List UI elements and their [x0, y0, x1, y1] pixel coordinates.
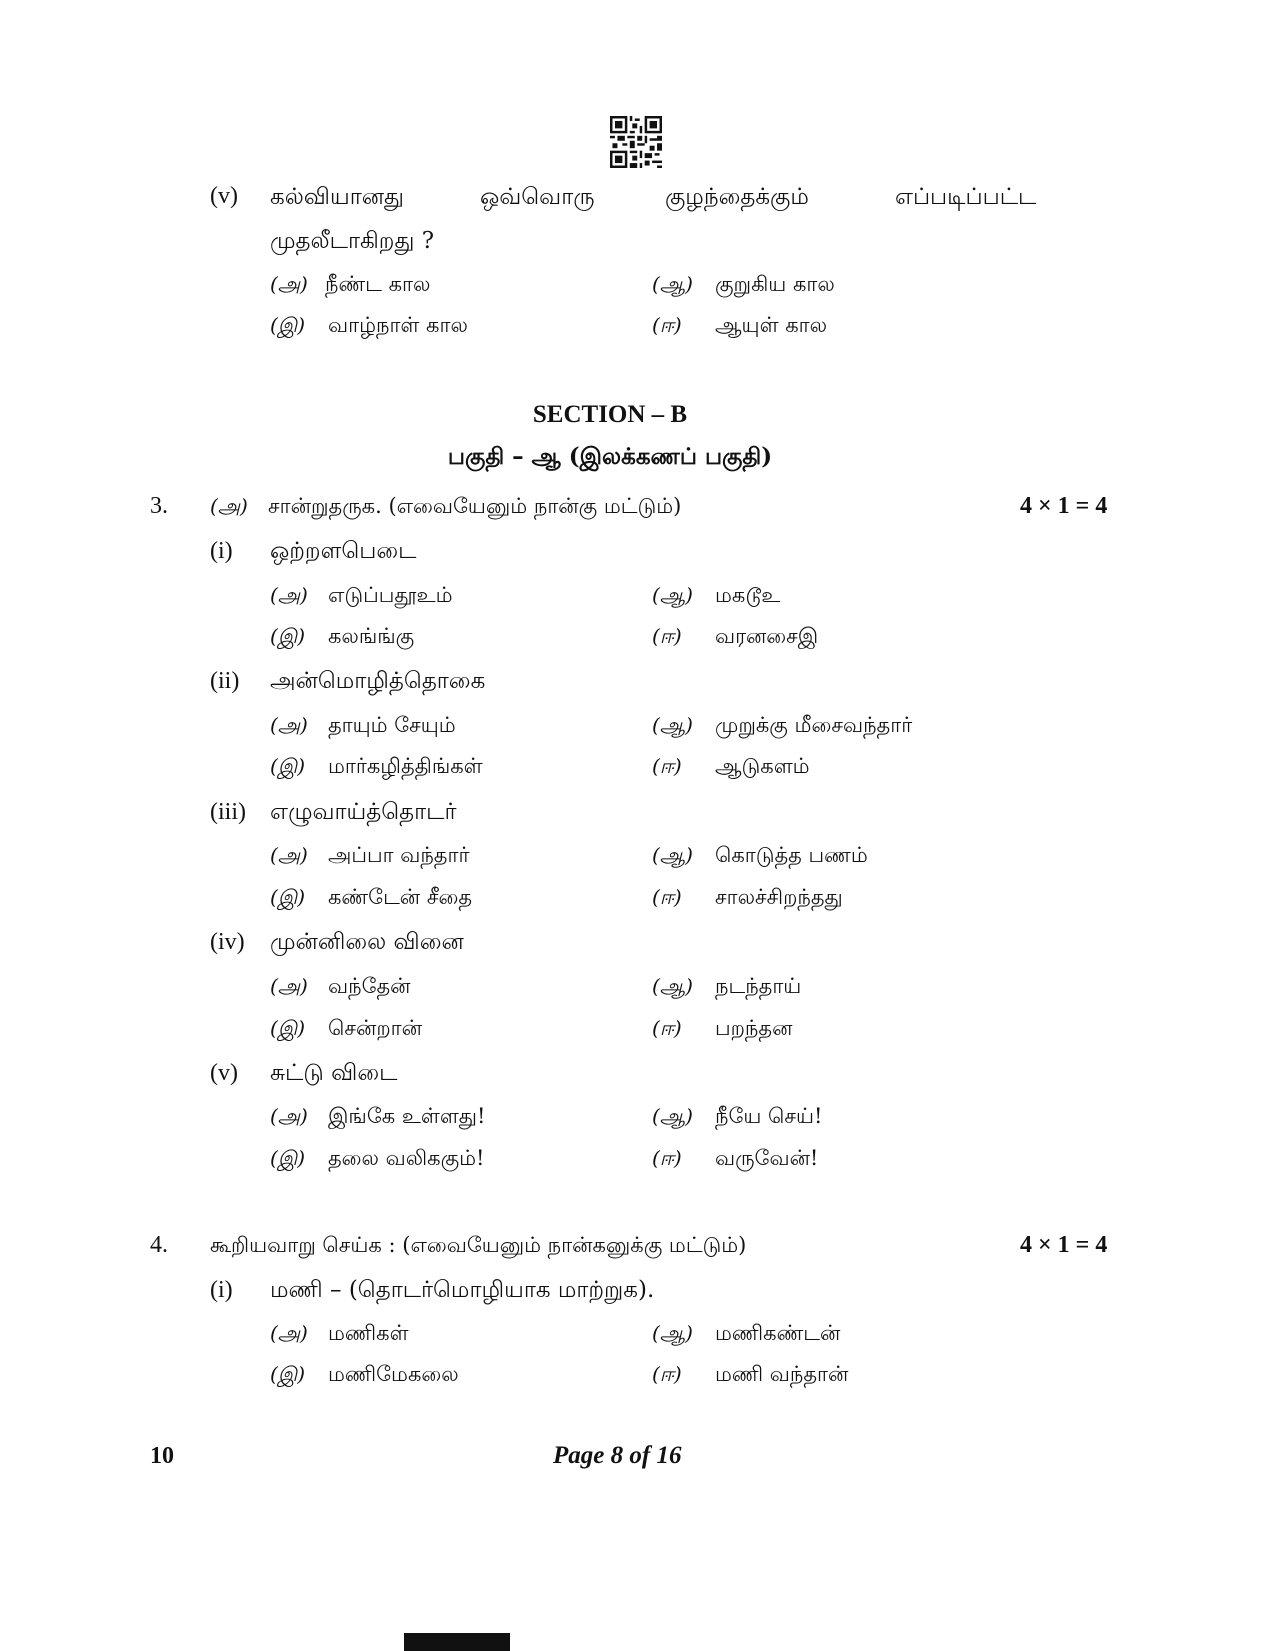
- sub-question-number: (v): [210, 1060, 238, 1086]
- option-text: நடந்தாய்: [715, 974, 802, 998]
- option-text: தாயும் சேயும்: [328, 713, 456, 737]
- sub-question-number: (iii): [210, 799, 246, 825]
- option-text: ஆயுள் கால: [715, 313, 828, 337]
- option-marker: (ஆ): [652, 1321, 693, 1345]
- option-marker: (அ): [270, 843, 308, 867]
- option-text: நீயே செய்!: [715, 1104, 823, 1128]
- option-text: மணிகள்: [328, 1321, 409, 1345]
- option-text: வந்தேன்: [328, 974, 411, 998]
- option-marker: (ஈ): [652, 754, 682, 778]
- question-number: 4.: [150, 1232, 168, 1258]
- option-text: தலை வலிககும்!: [328, 1146, 485, 1170]
- paper-code: 10: [150, 1443, 174, 1469]
- option-marker: (இ): [270, 313, 306, 337]
- question-text-line2: முதலீடாகிறது ?: [270, 228, 435, 254]
- question-word: குழந்தைக்கும்: [665, 184, 809, 210]
- option-text: மணிமேகலை: [328, 1362, 459, 1386]
- option-text: அப்பா வந்தார்: [328, 843, 470, 867]
- section-heading: SECTION – B: [532, 401, 688, 428]
- option-marker: (ஆ): [652, 843, 693, 867]
- option-marker: (இ): [270, 1362, 306, 1386]
- option-marker: (ஈ): [652, 313, 682, 337]
- option-marker: (இ): [270, 1016, 306, 1040]
- option-text: மணிகண்டன்: [715, 1321, 841, 1345]
- option-text: எடுப்பதூஉம்: [328, 583, 453, 607]
- option-marker: (அ): [270, 1321, 308, 1345]
- option-text: கொடுத்த பணம்: [715, 843, 868, 867]
- marks: 4 × 1 = 4: [1020, 1232, 1108, 1258]
- option-text: வரனசைஇ: [715, 624, 819, 648]
- question-number: 3.: [150, 493, 168, 519]
- question-word: எப்படிப்பட்ட: [895, 184, 1037, 210]
- question-word: ஒவ்வொரு: [480, 184, 595, 210]
- sub-question-text: மணி – (தொடர்மொழியாக மாற்றுக).: [270, 1277, 655, 1303]
- option-text: குறுகிய கால: [715, 272, 835, 296]
- option-marker: (இ): [270, 1146, 306, 1170]
- option-marker: (அ): [270, 583, 308, 607]
- qr-code: [610, 116, 662, 168]
- option-marker: (ஈ): [652, 1146, 682, 1170]
- question-number: (v): [210, 183, 238, 209]
- option-text: முறுக்கு மீசைவந்தார்: [715, 713, 913, 737]
- sub-question-text: முன்னிலை வினை: [270, 929, 464, 955]
- option-text: மகடூஉ: [715, 583, 781, 607]
- sub-question-text: அன்மொழித்தொகை: [270, 668, 486, 694]
- option-marker: (ஈ): [652, 885, 682, 909]
- option-marker: (ஆ): [652, 272, 693, 296]
- option-marker: (ஆ): [652, 974, 693, 998]
- sub-question-text: எழுவாய்த்தொடர்: [270, 799, 457, 825]
- option-marker: (அ): [270, 1104, 308, 1128]
- sub-question-text: ஒற்றளபெடை: [270, 538, 417, 564]
- option-text: மார்கழித்திங்கள்: [328, 754, 483, 778]
- option-marker: (இ): [270, 885, 306, 909]
- marks: 4 × 1 = 4: [1020, 493, 1108, 519]
- question-text: சான்றுதருக. (எவையேனும் நான்கு மட்டும்): [268, 494, 682, 518]
- bottom-bar: [404, 1633, 510, 1651]
- option-marker: (ஈ): [652, 1016, 682, 1040]
- option-marker: (ஆ): [652, 713, 693, 737]
- option-marker: (அ): [270, 272, 308, 296]
- sub-question-number: (ii): [210, 668, 240, 694]
- option-text: வாழ்நாள் கால: [328, 313, 468, 337]
- option-marker: (ஈ): [652, 1362, 682, 1386]
- option-marker: (அ): [270, 974, 308, 998]
- option-text: நீண்ட கால: [325, 272, 431, 296]
- sub-question-number: (iv): [210, 929, 245, 955]
- question-label: (அ): [210, 494, 248, 518]
- question-text: கூறியவாறு செய்க : (எவையேனும் நான்கனுக்கு மட்டும்): [210, 1233, 747, 1257]
- sub-question-text: சுட்டு விடை: [270, 1060, 398, 1086]
- option-marker: (அ): [270, 713, 308, 737]
- option-marker: (இ): [270, 754, 306, 778]
- option-marker: (இ): [270, 624, 306, 648]
- page-number: Page 8 of 16: [553, 1442, 682, 1469]
- option-text: இங்கே உள்ளது!: [328, 1104, 486, 1128]
- sub-question-number: (i): [210, 538, 233, 564]
- option-text: சாலச்சிறந்தது: [715, 885, 843, 909]
- option-text: மணி வந்தான்: [715, 1362, 849, 1386]
- option-marker: (ஆ): [652, 583, 693, 607]
- option-text: கலங்ங்கு: [328, 624, 415, 648]
- section-subheading: பகுதி – ஆ (இலக்கணப் பகுதி): [447, 443, 773, 470]
- sub-question-number: (i): [210, 1277, 233, 1303]
- option-text: சென்றான்: [328, 1016, 422, 1040]
- option-text: வருவேன்!: [715, 1146, 819, 1170]
- option-marker: (ஆ): [652, 1104, 693, 1128]
- option-text: ஆடுகளம்: [715, 754, 810, 778]
- option-text: கண்டேன் சீதை: [328, 885, 472, 909]
- option-text: பறந்தன: [715, 1016, 793, 1040]
- option-marker: (ஈ): [652, 624, 682, 648]
- question-word: கல்வியானது: [270, 184, 404, 210]
